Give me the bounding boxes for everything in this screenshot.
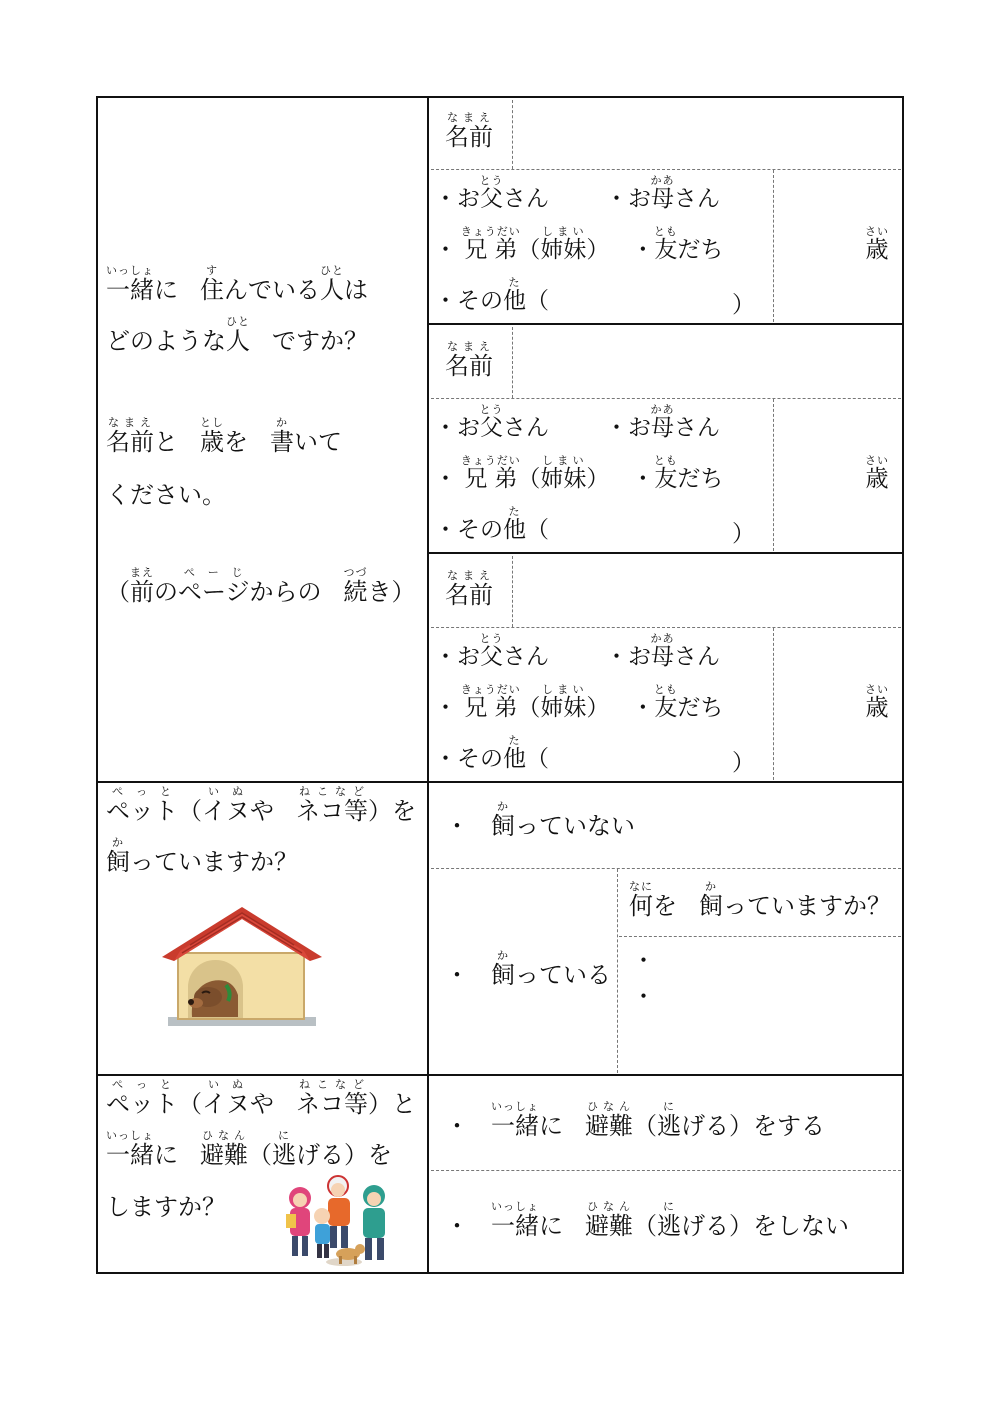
main-divider bbox=[427, 96, 429, 1274]
continued-note: （前まえのページぺーじからの 続つづき） bbox=[106, 566, 416, 606]
section-divider-pet bbox=[96, 781, 904, 783]
age-label: 歳さい bbox=[865, 454, 889, 492]
family-evacuation-icon bbox=[272, 1174, 400, 1270]
name-divider-2 bbox=[512, 327, 513, 398]
relation-other: ・その他た（ bbox=[434, 276, 549, 314]
age-label: 歳さい bbox=[865, 225, 889, 263]
relation-parents: ・お父とうさん ・お母かあさん bbox=[434, 174, 720, 212]
name-field[interactable] bbox=[516, 100, 900, 168]
age-divider-3 bbox=[773, 628, 774, 780]
relation-other-close: ） bbox=[732, 292, 755, 318]
name-label: 名前なまえ bbox=[445, 111, 493, 151]
evac-option-no[interactable]: ・ 一緒いっしょに 避難ひなん（逃にげる）をしない bbox=[445, 1200, 849, 1240]
household-question-line3: 名前なまえと 歳としを 書かいて bbox=[106, 416, 342, 456]
relation-other: ・その他た（ bbox=[434, 505, 549, 543]
doghouse-icon bbox=[160, 905, 325, 1030]
relation-parents: ・お父とうさん ・お母かあさん bbox=[434, 632, 720, 670]
evac-question-line3: しますか？ bbox=[106, 1193, 226, 1221]
name-row-line-1 bbox=[431, 169, 901, 170]
pet-what-divider bbox=[617, 869, 618, 1073]
name-divider-1 bbox=[512, 100, 513, 169]
evac-row-line bbox=[431, 1170, 901, 1171]
name-divider-3 bbox=[512, 556, 513, 627]
age-label: 歳さい bbox=[865, 683, 889, 721]
household-question-line4: ください。 bbox=[106, 481, 226, 509]
relation-other: ・その他た（ bbox=[434, 734, 549, 772]
pet-option-yes[interactable]: ・ 飼かっている bbox=[445, 949, 611, 989]
pet-list-bullet[interactable]: ・ bbox=[632, 984, 655, 1010]
pet-list-bullet[interactable]: ・ bbox=[632, 948, 655, 974]
pet-what-question: 何なにを 飼かっていますか？ bbox=[629, 880, 891, 920]
name-field[interactable] bbox=[516, 327, 900, 397]
pet-option-no[interactable]: ・ 飼かっていない bbox=[445, 800, 635, 840]
household-question-line2: どのような人ひとですか？ bbox=[106, 315, 368, 355]
relation-other-close: ） bbox=[732, 521, 755, 547]
name-row-line-2 bbox=[431, 398, 901, 399]
age-divider-1 bbox=[773, 170, 774, 322]
relation-parents: ・お父とうさん ・お母かあさん bbox=[434, 403, 720, 441]
name-row-line-3 bbox=[431, 627, 901, 628]
pet-row-line bbox=[431, 868, 901, 869]
evac-question-line2: 一緒いっしょに 避難ひなん（逃にげる）を bbox=[106, 1129, 392, 1169]
pet-question-line2: 飼かっていますか？ bbox=[106, 836, 298, 876]
relation-siblings-friends: ・ 兄弟きょうだい（姉妹しまい） ・友ともだち bbox=[434, 225, 724, 263]
household-question-line1: 一緒いっしょに 住すんでいる人ひとは bbox=[106, 264, 368, 304]
pet-what-line bbox=[619, 936, 901, 937]
relation-siblings-friends: ・ 兄弟きょうだい（姉妹しまい） ・友ともだち bbox=[434, 683, 724, 721]
relation-siblings-friends: ・ 兄弟きょうだい（姉妹しまい） ・友ともだち bbox=[434, 454, 724, 492]
name-label: 名前なまえ bbox=[445, 340, 493, 380]
section-divider-evac bbox=[96, 1074, 904, 1076]
entry-divider-1 bbox=[429, 323, 904, 325]
name-field[interactable] bbox=[516, 556, 900, 626]
age-divider-2 bbox=[773, 399, 774, 551]
entry-divider-2 bbox=[429, 552, 904, 554]
evac-option-yes[interactable]: ・ 一緒いっしょに 避難ひなん（逃にげる）をする bbox=[445, 1100, 825, 1140]
name-label: 名前なまえ bbox=[445, 569, 493, 609]
pet-question-line1: ペットぺっと（イヌいぬや ネコ等ねこなど）を bbox=[106, 785, 416, 825]
relation-other-close: ） bbox=[732, 750, 755, 776]
evac-question-line1: ペットぺっと（イヌいぬや ネコ等ねこなど）と bbox=[106, 1078, 416, 1118]
